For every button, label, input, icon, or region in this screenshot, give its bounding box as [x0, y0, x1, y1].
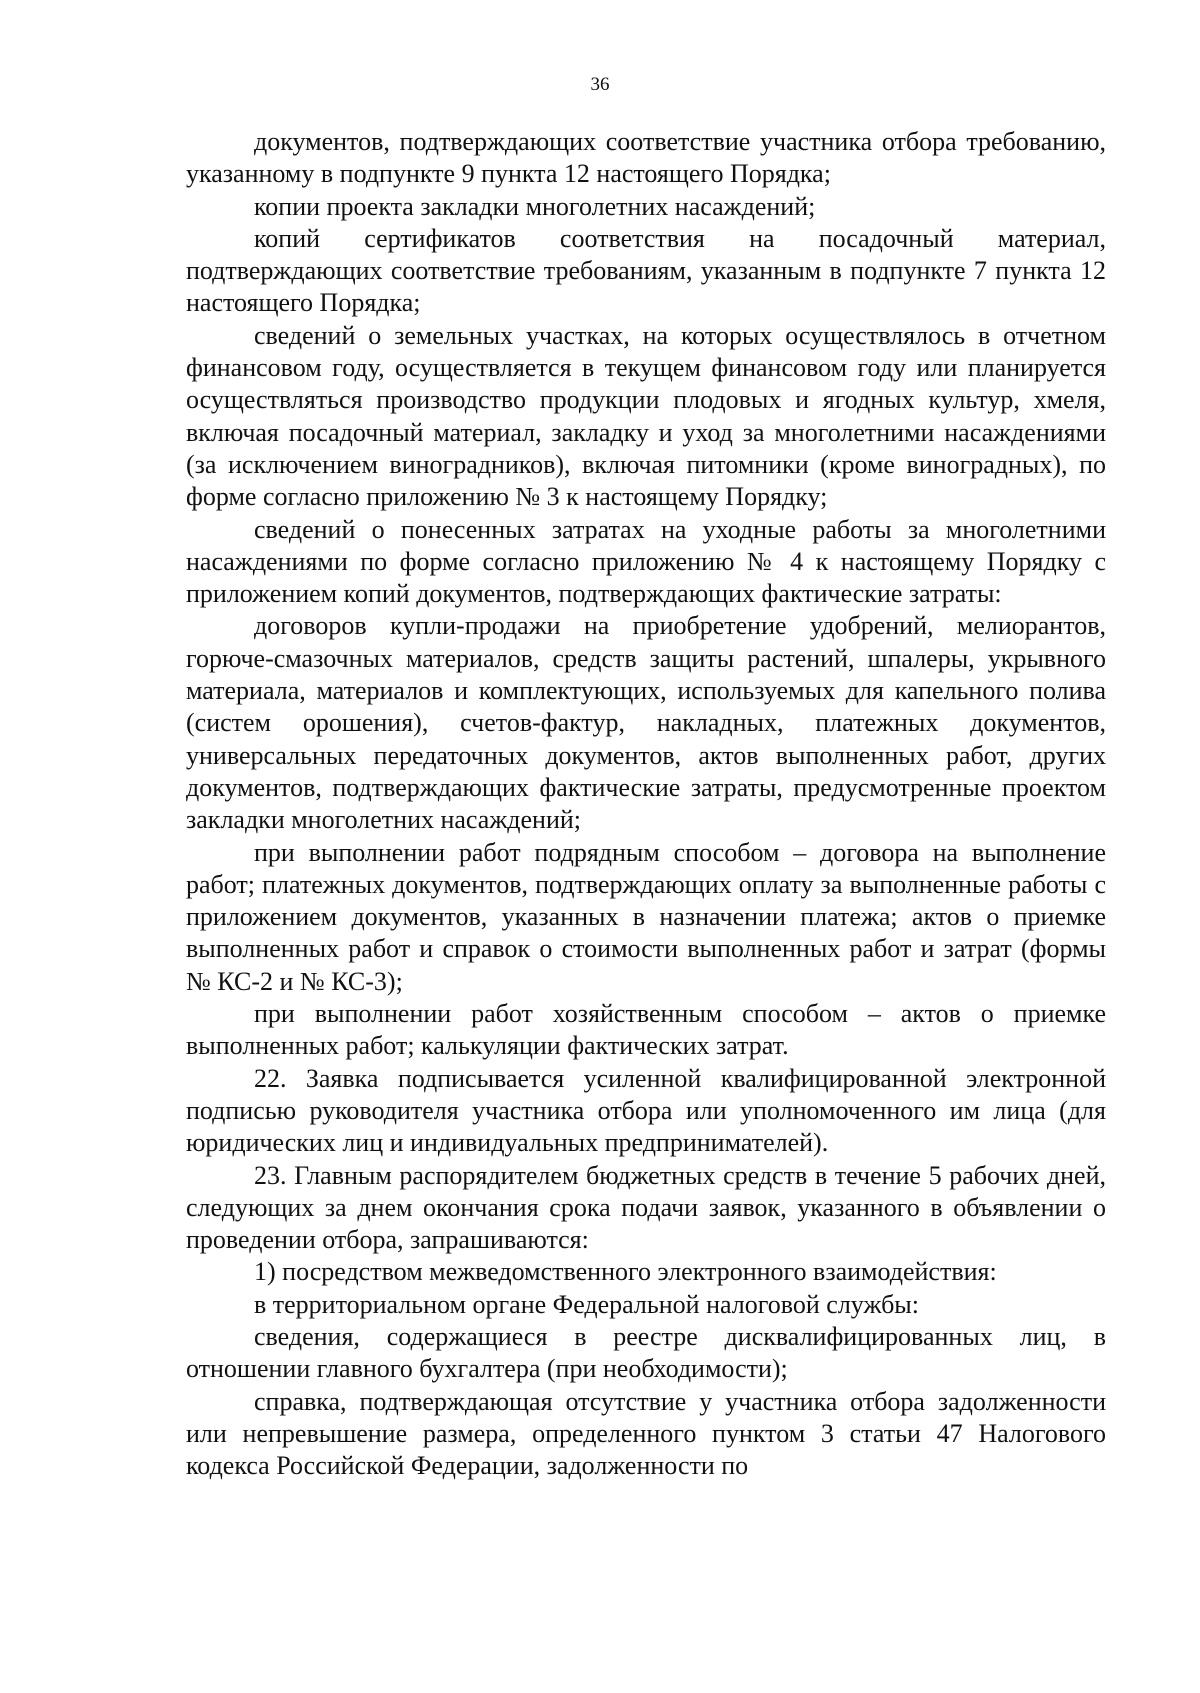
paragraph: 23. Главным распорядителем бюджетных средств в течение 5 рабочих дней, следующих за днем окончания срока подачи заявок, указанного в объявлении о проведении отбора, запрашиваются: — [186, 1160, 1106, 1255]
paragraph: договоров купли-продажи на приобретение удобрений, мелиорантов, горюче-смазочных материалов, средств защиты растений, шпалеры, укрывного материала, материалов и комплектующих, используемых для капельного полива (систем орошения), счетов-фактур, накладных, платежных документов, универсальных передаточных документов, актов выполненных работ, других документов, подтверждающих фактические затраты, предусмотренные проектом закладки многолетних насаждений; — [186, 611, 1106, 835]
document-body — [186, 126, 1106, 1482]
paragraph: в территориальном органе Федеральной налоговой службы: — [254, 1289, 919, 1319]
page-number: 36 — [590, 74, 610, 95]
paragraph: копии проекта закладки многолетних насаждений; — [254, 191, 816, 221]
paragraph: сведений о земельных участках, на которых осуществлялось в отчетном финансовом году, осуществляется в текущем финансовом году или планируется осуществляться производство продукции плодовых и ягодных культур, хмеля, включая посадочный материал, закладку и уход за многолетними насаждениями (за исключением виноградников), включая питомники (кроме виноградных), по форме согласно приложению № 3 к настоящему Порядку; — [186, 320, 1106, 512]
paragraph: документов, подтверждающих соответствие участника отбора требованию, указанному в подпункте 9 пункта 12 настоящего Порядка; — [186, 127, 1106, 189]
paragraph: копий сертификатов соответствия на посадочный материал, подтверждающих соответствие требованиям, указанным в подпункте 7 пункта 12 настоящего Порядка; — [186, 223, 1106, 318]
paragraph: справка, подтверждающая отсутствие у участника отбора задолженности или непревышение размера, определенного пунктом 3 статьи 47 Налогового кодекса Российской Федерации, задолженности по — [186, 1386, 1106, 1481]
paragraph: при выполнении работ хозяйственным способом – актов о приемке выполненных работ; калькуляции фактических затрат. — [186, 999, 1106, 1061]
paragraph: 1) посредством межведомственного электронного взаимодействия: — [254, 1257, 997, 1287]
paragraph: сведения, содержащиеся в реестре дисквалифицированных лиц, в отношении главного бухгалтера (при необходимости); — [186, 1321, 1106, 1384]
paragraph: 22. Заявка подписывается усиленной квалифицированной электронной подписью руководителя участника отбора или уполномоченного им лица (для юридических лиц и индивидуальных предпринимателей). — [186, 1063, 1106, 1158]
paragraph: сведений о понесенных затратах на уходные работы за многолетними насаждениями по форме согласно приложению № 4 к настоящему Порядку с приложением копий документов, подтверждающих фактические затраты: — [186, 514, 1106, 609]
paragraph: при выполнении работ подрядным способом – договора на выполнение работ; платежных документов, подтверждающих оплату за выполненные работы с приложением документов, указанных в назначении платежа; актов о приемке выполненных работ и справок о стоимости выполненных работ и затрат (формы № КС-2 и № КС-3); — [186, 837, 1106, 996]
